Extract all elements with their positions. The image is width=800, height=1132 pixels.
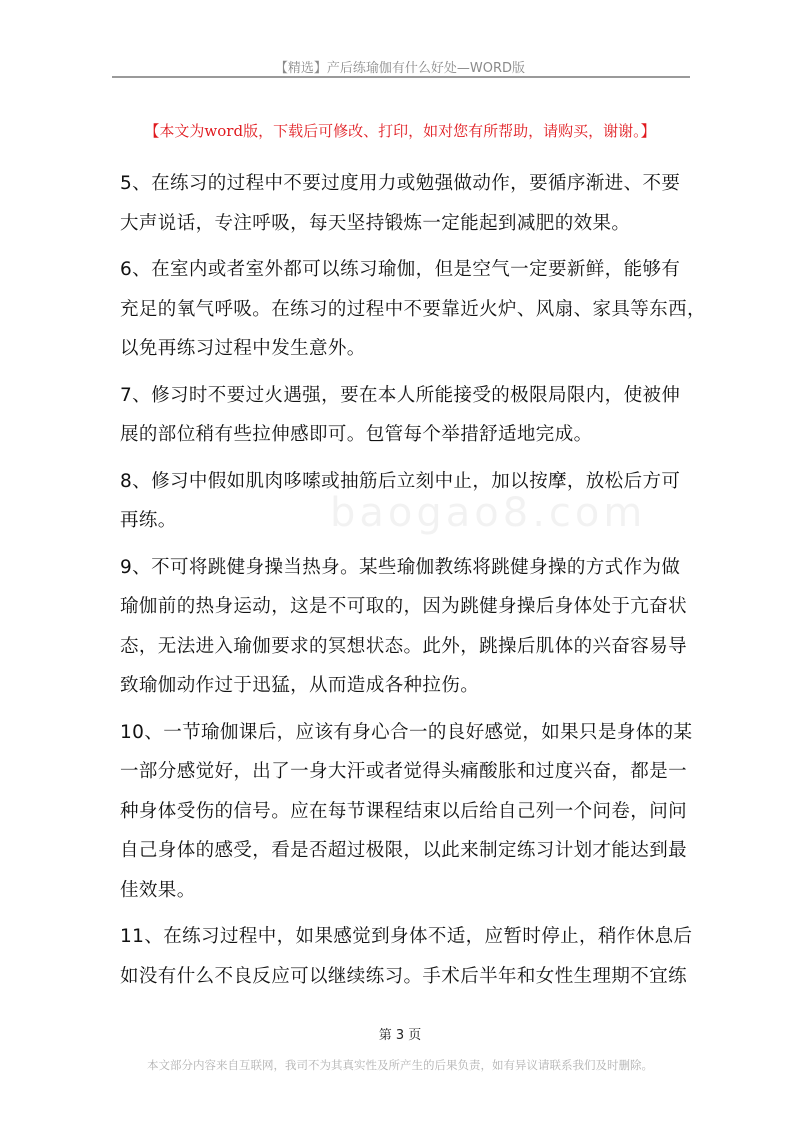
text-line: 大声说话，专注呼吸，每天坚持锻炼一定能起到减肥的效果。: [120, 212, 631, 234]
paragraph: [120, 462, 685, 541]
text-line: 9、不可将跳健身操当热身。某些瑜伽教练将跳健身操的方式作为做: [120, 556, 681, 578]
paragraph: [120, 548, 688, 706]
watermark: baogao8.com: [330, 490, 647, 536]
text-line: 6、在室内或者室外都可以练习瑜伽，但是空气一定要新鲜，能够有: [120, 259, 681, 280]
page-header: 【精选】产后练瑜伽有什么好处—WORD版: [274, 61, 526, 76]
text-line: 7、修习时不要过火遇强，要在本人所能接受的极限局限内，使被伸: [120, 384, 681, 406]
text-line: 8、修习中假如肌肉哆嗦或抽筋后立刻中止，加以按摩，放松后方可: [120, 470, 681, 492]
text-line: 如没有什么不良反应可以继续练习。手术后半年和女性生理期不宜练: [120, 965, 688, 987]
document-body: [120, 164, 706, 1003]
text-line: 种身体受伤的信号。应在每节课程结束以后给自己列一个问卷，问问: [120, 800, 688, 822]
text-line: 充足的氧气呼吸。在练习的过程中不要靠近火炉、风扇、家具等东西，: [120, 298, 706, 320]
text-line: 佳效果。: [120, 879, 196, 901]
text-line: 5、在练习的过程中不要过度用力或勉强做动作，要循序渐进、不要: [120, 173, 681, 194]
text-line: 10、一节瑜伽课后，应该有身心合一的良好感觉，如果只是身体的某: [120, 721, 693, 743]
header-divider: [112, 76, 690, 78]
text-line: 11、在练习过程中，如果感觉到身体不适，应暂时停止，稍作休息后: [120, 926, 693, 947]
text-line: 以免再练习过程中发生意外。: [120, 338, 366, 359]
text-line: 展的部位稍有些拉伸感即可。包管每个举措舒适地完成。: [120, 424, 593, 445]
page-footer-disclaimer: 本文部分内容来自互联网，我司不为其真实性及所产生的后果负责，如有异议请联系我们及时删除。: [147, 1058, 653, 1072]
text-line: 态，无法进入瑜伽要求的冥想状态。此外，跳操后肌体的兴奋容易导: [120, 635, 688, 657]
page-number: 第 3 页: [378, 1028, 422, 1043]
text-line: 致瑜伽动作过于迅猛，从而造成各种拉伤。: [120, 675, 480, 696]
text-line: 瑜伽前的热身运动，这是不可取的，因为跳健身操后身体处于亢奋状: [120, 596, 688, 617]
paragraph: [120, 917, 693, 996]
text-line: 一部分感觉好，出了一身大汗或者觉得头痛酸胀和过度兴奋，都是一: [120, 761, 688, 782]
paragraph: [120, 376, 685, 455]
paragraph: [120, 250, 706, 369]
paragraph: [120, 713, 693, 911]
paragraph: [120, 164, 685, 243]
text-line: 自己身体的感受，看是否超过极限，以此来制定练习计划才能达到最: [120, 840, 688, 861]
purchase-notice: 【本文为word版，下载后可修改、打印，如对您有所帮助，请购买，谢谢。】: [144, 122, 656, 140]
text-line: 再练。: [120, 510, 177, 531]
